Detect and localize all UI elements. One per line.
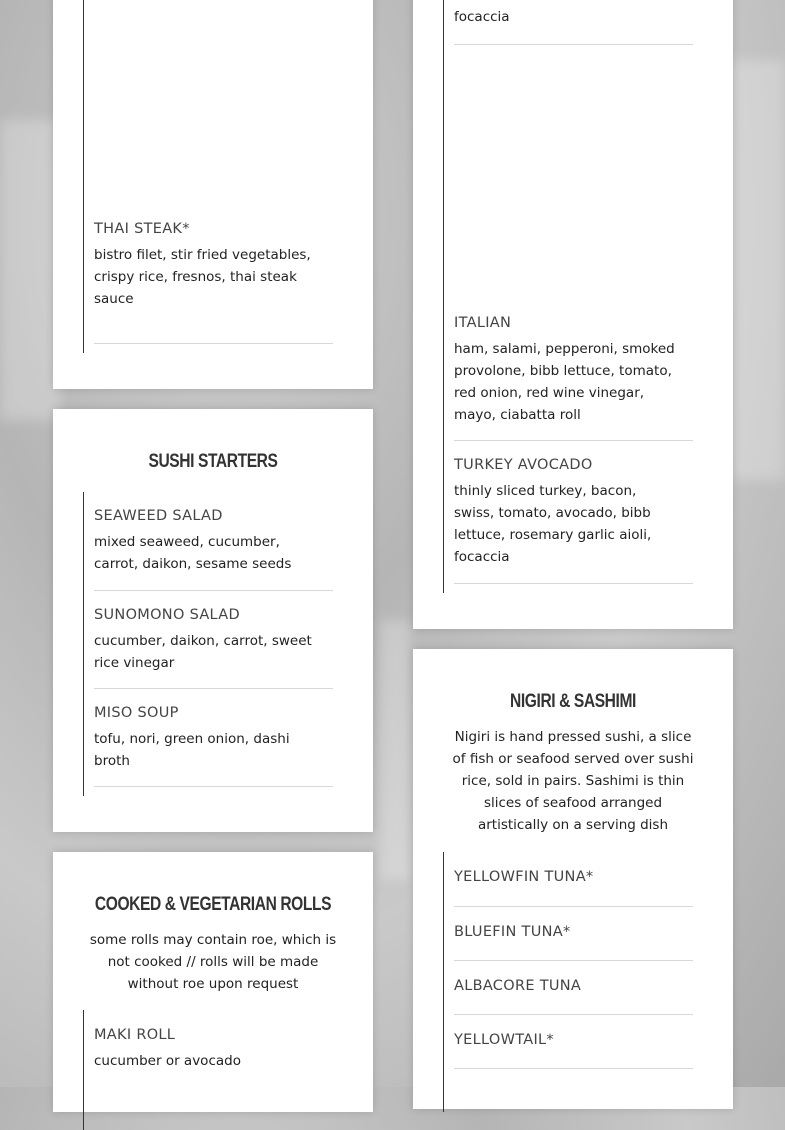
menu-item [94, 1026, 319, 1072]
item-name: ALBACORE TUNA [454, 978, 582, 994]
menu-item [94, 606, 319, 674]
section-intro: some rolls may contain roe, which is not cooked // rolls will be made without roe upon request [89, 932, 337, 992]
menu-card-sandwiches [413, 0, 733, 629]
item-name: BLUEFIN TUNA* [454, 924, 571, 940]
item-list [443, 852, 694, 1112]
menu-item [454, 456, 679, 568]
menu-item [454, 314, 679, 426]
item-name: THAI STEAK* [94, 221, 190, 237]
item-name: ITALIAN [454, 315, 512, 331]
divider [454, 906, 693, 907]
divider [454, 1014, 693, 1015]
menu-item [454, 868, 593, 886]
menu-item [94, 704, 319, 772]
item-name: MISO SOUP [94, 705, 179, 721]
item-description: cucumber or avocado [94, 1053, 241, 1069]
background-blur [380, 620, 410, 880]
item-name: TURKEY AVOCADO [454, 457, 593, 473]
item-name: MAKI ROLL [94, 1027, 176, 1043]
menu-item [94, 220, 319, 310]
section-title: COOKED & VEGETARIAN ROLLS [94, 894, 332, 915]
menu-item [454, 977, 581, 995]
menu-card-mains [53, 0, 373, 389]
item-description: tofu, nori, green onion, dashi broth [94, 731, 290, 769]
menu-item [94, 507, 319, 575]
divider [454, 583, 693, 584]
divider [94, 786, 333, 787]
item-description: thinly sliced turkey, bacon, swiss, tomato, avocado, bibb lettuce, rosemary garlic aioli, focaccia [454, 483, 652, 565]
section-title: SUSHI STARTERS [148, 451, 278, 472]
item-description: ham, salami, pepperoni, smoked provolone, bibb lettuce, tomato, red onion, red wine vinegar, mayo, ciabatta roll [454, 341, 675, 423]
item-name: YELLOWFIN TUNA* [454, 869, 594, 885]
item-list [83, 492, 334, 796]
item-description: cucumber, daikon, carrot, sweet rice vinegar [94, 633, 312, 671]
item-list [83, 1010, 334, 1130]
menu-card-nigiri-sashimi [413, 649, 733, 1109]
divider [94, 343, 333, 344]
item-list [83, 0, 334, 353]
item-list [443, 0, 694, 593]
menu-item [454, 923, 571, 941]
divider [454, 44, 693, 45]
divider [94, 688, 333, 689]
divider [454, 960, 693, 961]
item-name: SEAWEED SALAD [94, 508, 223, 524]
menu-card-sushi-starters [53, 409, 373, 832]
menu-card-cooked-rolls [53, 852, 373, 1112]
section-title: NIGIRI & SASHIMI [510, 691, 636, 712]
section-intro: Nigiri is hand pressed sushi, a slice of fish or seafood served over sushi rice, sold in pairs. Sashimi is thin slices of seafood arranged artistically on a serving dish [452, 729, 694, 833]
menu-item [454, 1031, 554, 1049]
item-name: YELLOWTAIL* [454, 1032, 554, 1048]
item-description: mixed seaweed, cucumber, carrot, daikon, sesame seeds [94, 534, 292, 572]
item-description: bistro filet, stir fried vegetables, crispy rice, fresnos, thai steak sauce [94, 247, 311, 307]
item-description: focaccia [454, 9, 510, 25]
background-blur [730, 60, 785, 480]
divider [454, 1068, 693, 1069]
divider [454, 440, 693, 441]
background-blur [0, 120, 60, 420]
divider [94, 590, 333, 591]
item-name: SUNOMONO SALAD [94, 607, 240, 623]
